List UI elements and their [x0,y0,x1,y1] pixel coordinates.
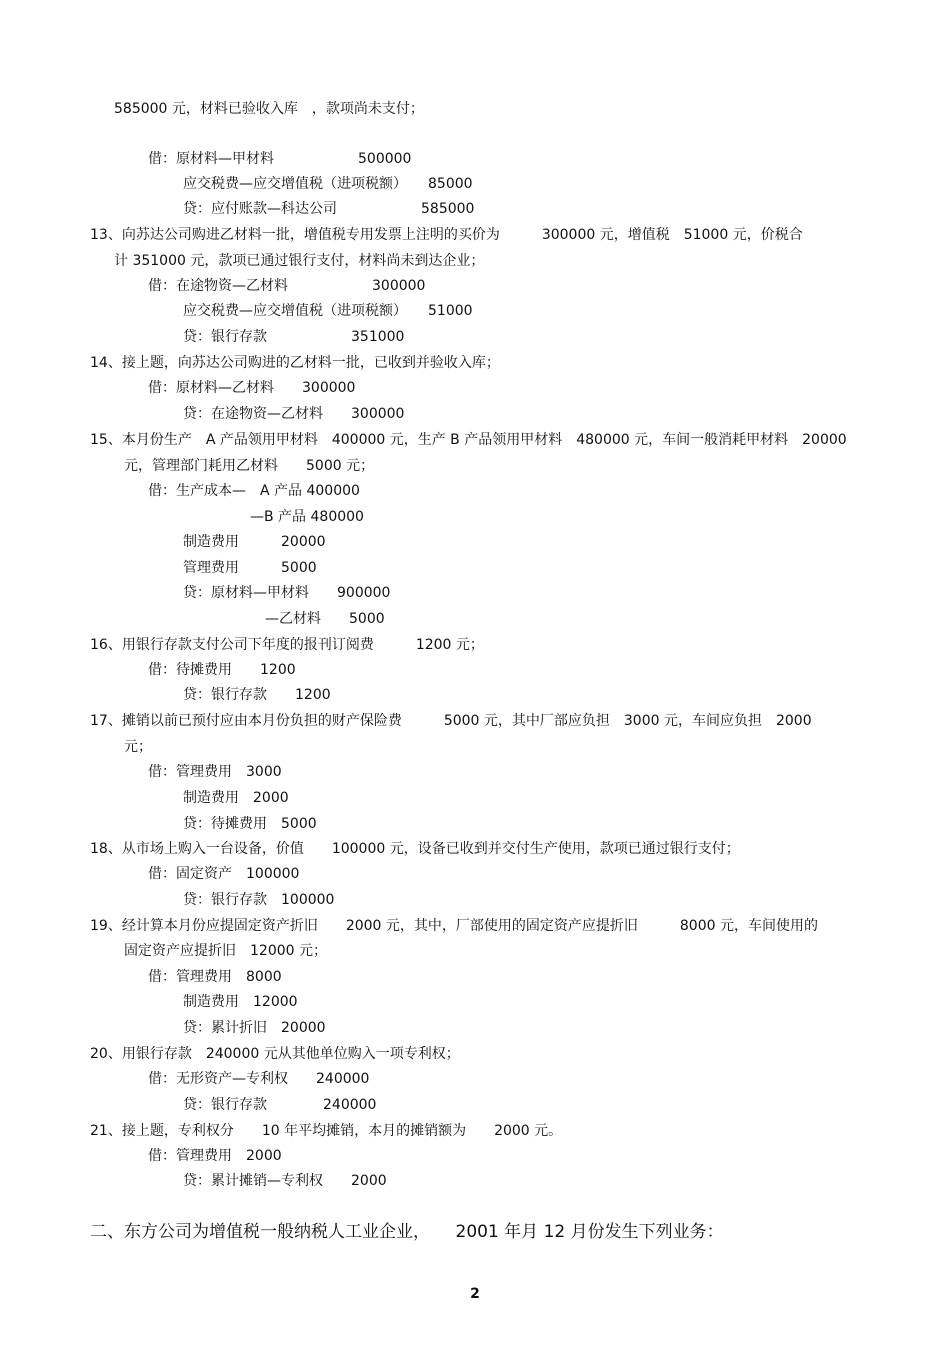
text-line: 借：原材料—乙材料 300000 [148,380,356,396]
text-line: 贷：应付账款—科达公司 585000 [183,201,475,217]
text-line: 贷：原材料—甲材料 900000 [183,585,391,601]
text-line: 固定资产应提折旧 12000 元； [124,943,327,959]
text-line: 20、用银行存款 240000 元从其他单位购入一项专利权； [90,1046,460,1062]
text-line: 585000 元，材料已验收入库 ，款项尚未支付； [114,101,424,117]
text-line: 贷：银行存款 351000 [183,329,405,345]
text-line: 贷：银行存款 240000 [183,1097,377,1113]
text-line: 借：管理费用 3000 [148,764,282,780]
text-line: 18、从市场上购入一台设备，价值 100000 元，设备已收到并交付生产使用，款项已通过银行支付； [90,841,740,857]
text-line: 借：无形资产—专利权 240000 [148,1071,370,1087]
text-line: 应交税费—应交增值税（进项税额） 85000 [183,176,473,192]
text-line: 14、接上题，向苏达公司购进的乙材料一批，已收到并验收入库； [90,355,500,371]
text-line: 19、经计算本月份应提固定资产折旧 2000 元，其中，厂部使用的固定资产应提折旧 8000 元，车间使用的 [90,918,818,934]
text-line: 贷：待摊费用 5000 [183,816,317,832]
text-line: 21、接上题，专利权分 10 年平均摊销，本月的摊销额为 2000 元。 [90,1123,563,1139]
text-line: 借：管理费用 8000 [148,969,282,985]
text-line: 贷：累计摊销—专利权 2000 [183,1173,387,1189]
text-line: 元； [124,739,152,755]
text-line: 借：生产成本— A 产品 400000 [148,483,360,499]
text-line: 应交税费—应交增值税（进项税额） 51000 [183,303,473,319]
text-line: 借：管理费用 2000 [148,1148,282,1164]
text-line: 贷：累计折旧 20000 [183,1020,326,1036]
text-line: 计 351000 元，款项已通过银行支付，材料尚未到达企业； [114,253,485,269]
text-line: 制造费用 2000 [183,790,289,806]
text-line: 16、用银行存款支付公司下年度的报刊订阅费 1200 元； [90,637,484,653]
text-line: 13、向苏达公司购进乙材料一批，增值税专用发票上注明的买价为 300000 元，增值税 51000 元，价税合 [90,227,803,243]
text-line: 贷：银行存款 100000 [183,892,335,908]
page-number: 2 [470,1286,480,1302]
text-line: 管理费用 5000 [183,560,317,576]
text-line: 制造费用 12000 [183,994,298,1010]
text-line: 贷：银行存款 1200 [183,687,331,703]
text-line: 借：待摊费用 1200 [148,662,296,678]
text-line: 制造费用 20000 [183,534,326,550]
text-line: —B 产品 480000 [250,509,364,525]
text-line: —乙材料 5000 [265,611,385,627]
text-line: 17、摊销以前已预付应由本月份负担的财产保险费 5000 元，其中厂部应负担 3000 元，车间应负担 2000 [90,713,812,729]
text-line: 借：固定资产 100000 [148,866,300,882]
text-line: 借：在途物资—乙材料 300000 [148,278,426,294]
text-line: 借：原材料—甲材料 500000 [148,151,412,167]
text-line: 15、本月份生产 A 产品领用甲材料 400000 元，生产 B 产品领用甲材料 480000 元，车间一般消耗甲材料 20000 [90,432,847,448]
text-line: 元，管理部门耗用乙材料 5000 元； [124,458,375,474]
section-heading: 二、东方公司为增值税一般纳税人工业企业， 2001 年月 12 月份发生下列业务： [90,1222,724,1242]
text-line: 贷：在途物资—乙材料 300000 [183,406,405,422]
